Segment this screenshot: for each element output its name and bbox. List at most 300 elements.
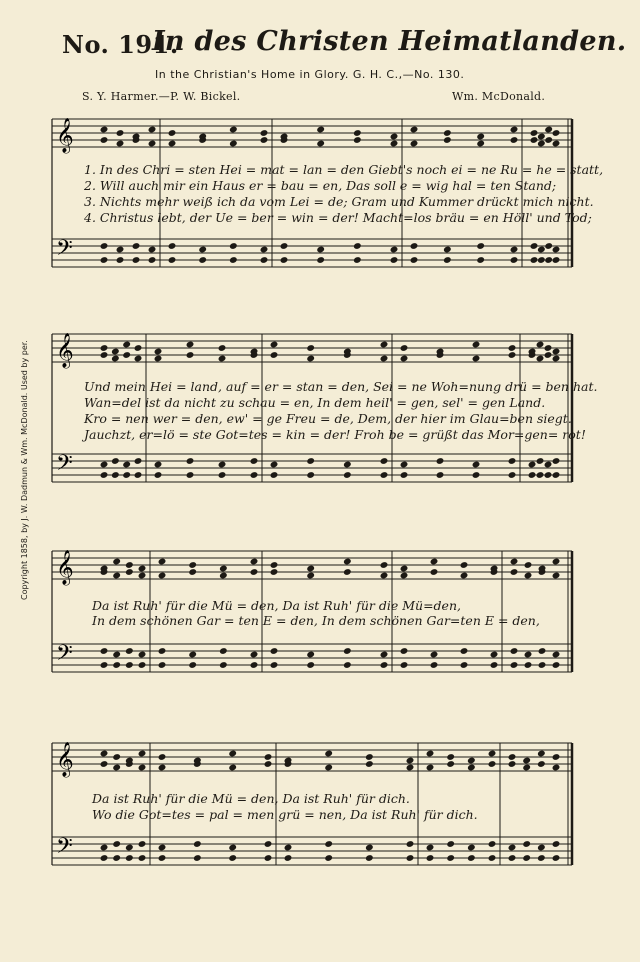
note-head xyxy=(380,355,389,363)
lyric-s2-v2: Wan=del ist da nicht zu schau = en, In dem heil' = gen, sel' = gen Land. xyxy=(84,395,546,410)
note-head xyxy=(111,471,120,479)
note-head xyxy=(460,647,469,655)
note-head xyxy=(138,661,147,669)
note-head xyxy=(436,471,445,479)
note-head xyxy=(365,760,374,768)
note-head xyxy=(250,651,259,659)
note-head xyxy=(116,246,125,254)
note-heads xyxy=(100,126,561,862)
note-head xyxy=(472,355,481,363)
note-head xyxy=(510,661,519,669)
treble-clef-icon: 𝄞 xyxy=(56,550,74,585)
note-head xyxy=(324,764,333,772)
note-head xyxy=(125,844,134,852)
note-head xyxy=(528,471,537,479)
note-head xyxy=(508,344,517,352)
note-head xyxy=(472,341,481,349)
note-head xyxy=(260,246,269,254)
note-head xyxy=(154,471,163,479)
note-head xyxy=(218,471,227,479)
note-head xyxy=(264,840,273,848)
note-head xyxy=(154,348,163,356)
note-head xyxy=(250,471,259,479)
note-head xyxy=(100,344,109,352)
note-head xyxy=(552,854,561,862)
note-head xyxy=(125,661,134,669)
note-head xyxy=(552,558,561,566)
note-head xyxy=(138,854,147,862)
note-head xyxy=(400,355,409,363)
note-head xyxy=(537,133,546,141)
note-head xyxy=(544,461,553,469)
note-head xyxy=(443,136,452,144)
note-head xyxy=(306,344,315,352)
note-head xyxy=(284,844,293,852)
note-head xyxy=(446,753,455,761)
note-head xyxy=(158,753,167,761)
note-head xyxy=(400,572,409,580)
note-head xyxy=(112,651,121,659)
note-head xyxy=(112,753,121,761)
note-head xyxy=(488,840,497,848)
note-head xyxy=(112,558,121,566)
words-credit: S. Y. Harmer.—P. W. Bickel. xyxy=(82,90,241,103)
note-head xyxy=(280,242,289,250)
note-head xyxy=(306,651,315,659)
note-head xyxy=(552,651,561,659)
note-head xyxy=(508,844,517,852)
note-head xyxy=(522,840,531,848)
note-head xyxy=(188,651,197,659)
note-head xyxy=(125,561,134,569)
note-head xyxy=(343,568,352,576)
note-head xyxy=(536,341,545,349)
note-head xyxy=(537,256,546,264)
note-head xyxy=(198,246,207,254)
note-head xyxy=(488,750,497,758)
note-head xyxy=(125,854,134,862)
note-head xyxy=(116,129,125,137)
treble-clef-icon: 𝄞 xyxy=(56,333,74,368)
note-head xyxy=(138,565,147,573)
note-head xyxy=(552,840,561,848)
note-head xyxy=(406,840,415,848)
note-head xyxy=(365,844,374,852)
note-head xyxy=(400,565,409,573)
note-head xyxy=(270,351,279,359)
note-head xyxy=(188,568,197,576)
note-head xyxy=(400,461,409,469)
note-head xyxy=(138,750,147,758)
note-head xyxy=(260,136,269,144)
note-head xyxy=(544,242,553,250)
note-head xyxy=(193,854,202,862)
note-head xyxy=(168,129,177,137)
note-head xyxy=(270,461,279,469)
note-head xyxy=(426,750,435,758)
note-head xyxy=(324,854,333,862)
note-head xyxy=(488,854,497,862)
note-head xyxy=(219,661,228,669)
note-head xyxy=(228,854,237,862)
note-head xyxy=(228,844,237,852)
hymn-title: In des Christen Heimatlanden. xyxy=(152,26,627,57)
note-head xyxy=(132,256,141,264)
lyric-s1-v4: 4. Christus lebt, der Ue = ber = win = der! Macht=los bräu = en Höll' und Tod; xyxy=(84,210,592,225)
note-head xyxy=(158,558,167,566)
note-head xyxy=(508,471,517,479)
note-head xyxy=(380,561,389,569)
note-head xyxy=(508,854,517,862)
note-head xyxy=(530,129,539,137)
note-head xyxy=(430,651,439,659)
lyric-s4-l2: Wo die Got=tes = pal = men grü = nen, Da ist Ruh' für dich. xyxy=(92,807,478,822)
note-head xyxy=(476,133,485,141)
note-head xyxy=(552,661,561,669)
note-head xyxy=(270,341,279,349)
note-head xyxy=(218,461,227,469)
note-head xyxy=(380,457,389,465)
note-head xyxy=(125,568,134,576)
note-head xyxy=(250,568,259,576)
note-head xyxy=(134,344,143,352)
note-head xyxy=(280,256,289,264)
note-head xyxy=(552,140,561,148)
note-head xyxy=(168,242,177,250)
note-head xyxy=(270,647,279,655)
note-head xyxy=(111,348,120,356)
note-head xyxy=(537,760,546,768)
note-head xyxy=(552,348,561,356)
english-subtitle: In the Christian's Home in Glory. G. H. C.,—No. 130. xyxy=(155,68,465,81)
note-head xyxy=(400,647,409,655)
note-head xyxy=(426,764,435,772)
note-head xyxy=(552,355,561,363)
note-head xyxy=(148,256,157,264)
note-head xyxy=(410,242,419,250)
note-head xyxy=(270,661,279,669)
note-head xyxy=(552,753,561,761)
note-head xyxy=(510,246,519,254)
lyric-s1-v1: 1. In des Chri = sten Hei = mat = lan = den Giebt's noch ei = ne Ru = he = statt, xyxy=(84,162,604,177)
note-head xyxy=(158,854,167,862)
note-head xyxy=(406,854,415,862)
note-head xyxy=(138,572,147,580)
note-head xyxy=(343,558,352,566)
note-head xyxy=(536,355,545,363)
note-head xyxy=(229,242,238,250)
note-head xyxy=(510,558,519,566)
note-head xyxy=(250,457,259,465)
note-head xyxy=(467,764,476,772)
note-head xyxy=(552,129,561,137)
note-head xyxy=(467,854,476,862)
note-head xyxy=(100,351,109,359)
note-head xyxy=(446,760,455,768)
note-head xyxy=(316,246,325,254)
note-head xyxy=(100,854,109,862)
note-head xyxy=(544,126,553,134)
note-head xyxy=(306,471,315,479)
lyric-s2-v4: Jauchzt, er=lö = ste Got=tes = kin = der! Froh be = grüßt das Mor=gen= rot! xyxy=(84,427,586,442)
note-head xyxy=(530,242,539,250)
note-head xyxy=(380,341,389,349)
note-head xyxy=(530,136,539,144)
note-head xyxy=(522,764,531,772)
note-head xyxy=(353,129,362,137)
note-head xyxy=(530,256,539,264)
note-head xyxy=(132,242,141,250)
note-head xyxy=(229,140,238,148)
note-head xyxy=(111,457,120,465)
note-head xyxy=(316,140,325,148)
note-head xyxy=(112,840,121,848)
note-head xyxy=(306,457,315,465)
note-head xyxy=(316,256,325,264)
note-head xyxy=(426,854,435,862)
note-head xyxy=(158,572,167,580)
note-head xyxy=(528,461,537,469)
note-head xyxy=(508,351,517,359)
music-credit: Wm. McDonald. xyxy=(452,90,546,103)
note-head xyxy=(537,750,546,758)
note-head xyxy=(134,355,143,363)
note-head xyxy=(488,760,497,768)
note-head xyxy=(343,461,352,469)
note-head xyxy=(544,471,553,479)
note-head xyxy=(116,256,125,264)
note-head xyxy=(112,854,121,862)
note-head xyxy=(158,647,167,655)
note-head xyxy=(100,760,109,768)
note-head xyxy=(154,355,163,363)
note-head xyxy=(306,355,315,363)
note-head xyxy=(430,661,439,669)
note-head xyxy=(490,651,499,659)
note-head xyxy=(510,256,519,264)
note-head xyxy=(284,854,293,862)
note-head xyxy=(168,256,177,264)
note-head xyxy=(100,126,109,134)
lyric-s3-l1: Da ist Ruh' für die Mü = den, Da ist Ruh' für die Mü=den, xyxy=(92,598,461,613)
note-head xyxy=(544,351,553,359)
note-head xyxy=(510,647,519,655)
note-head xyxy=(270,561,279,569)
note-head xyxy=(365,753,374,761)
note-head xyxy=(522,757,531,765)
lyric-s3-l2: In dem schönen Gar = ten E = den, In dem schönen Gar=ten E = den, xyxy=(92,613,540,628)
note-head xyxy=(186,471,195,479)
note-head xyxy=(138,764,147,772)
note-head xyxy=(264,753,273,761)
note-head xyxy=(264,854,273,862)
treble-clef-icon: 𝄞 xyxy=(56,742,74,777)
note-head xyxy=(443,129,452,137)
note-head xyxy=(219,565,228,573)
note-head xyxy=(552,572,561,580)
note-head xyxy=(186,351,195,359)
note-head xyxy=(430,558,439,566)
note-head xyxy=(122,351,131,359)
note-head xyxy=(410,126,419,134)
note-head xyxy=(186,341,195,349)
note-head xyxy=(158,844,167,852)
note-head xyxy=(112,764,121,772)
note-head xyxy=(229,256,238,264)
note-head xyxy=(524,572,533,580)
note-head xyxy=(537,140,546,148)
note-head xyxy=(158,764,167,772)
note-head xyxy=(193,840,202,848)
note-head xyxy=(188,561,197,569)
note-head xyxy=(353,242,362,250)
note-head xyxy=(100,750,109,758)
note-head xyxy=(228,764,237,772)
note-head xyxy=(229,126,238,134)
note-head xyxy=(524,561,533,569)
note-head xyxy=(524,651,533,659)
note-head xyxy=(158,661,167,669)
note-head xyxy=(390,246,399,254)
note-head xyxy=(476,242,485,250)
note-head xyxy=(219,647,228,655)
note-head xyxy=(343,647,352,655)
note-head xyxy=(510,126,519,134)
note-head xyxy=(380,651,389,659)
note-head xyxy=(218,355,227,363)
lyric-s4-l1: Da ist Ruh' für die Mü = den, Da ist Ruh' für dich. xyxy=(92,791,410,806)
note-head xyxy=(524,661,533,669)
bass-clef-icon: 𝄢 xyxy=(56,834,73,864)
note-head xyxy=(538,661,547,669)
note-head xyxy=(446,854,455,862)
note-head xyxy=(552,457,561,465)
bass-clef-icon: 𝄢 xyxy=(56,451,73,481)
note-head xyxy=(198,256,207,264)
note-head xyxy=(353,136,362,144)
note-head xyxy=(400,471,409,479)
note-head xyxy=(536,471,545,479)
note-head xyxy=(544,344,553,352)
note-head xyxy=(552,256,561,264)
note-head xyxy=(100,461,109,469)
note-head xyxy=(270,568,279,576)
note-head xyxy=(116,140,125,148)
note-head xyxy=(306,572,315,580)
copyright-note: Copyright 1858, by J. W. Dadmun & Wm. McDonald. Used by per. xyxy=(20,340,29,600)
note-head xyxy=(436,457,445,465)
note-head xyxy=(536,457,545,465)
note-head xyxy=(510,568,519,576)
note-head xyxy=(460,561,469,569)
note-head xyxy=(148,140,157,148)
note-head xyxy=(112,661,121,669)
note-head xyxy=(537,844,546,852)
note-head xyxy=(410,140,419,148)
note-head xyxy=(460,572,469,580)
note-head xyxy=(324,750,333,758)
note-head xyxy=(390,140,399,148)
note-head xyxy=(306,661,315,669)
note-head xyxy=(390,133,399,141)
note-head xyxy=(467,844,476,852)
note-head xyxy=(111,355,120,363)
note-head xyxy=(552,246,561,254)
note-head xyxy=(410,256,419,264)
note-head xyxy=(154,461,163,469)
note-head xyxy=(343,471,352,479)
note-head xyxy=(537,854,546,862)
note-head xyxy=(380,471,389,479)
note-head xyxy=(552,471,561,479)
note-head xyxy=(544,256,553,264)
note-head xyxy=(134,457,143,465)
note-head xyxy=(537,246,546,254)
note-head xyxy=(112,572,121,580)
note-head xyxy=(406,764,415,772)
note-head xyxy=(100,647,109,655)
note-head xyxy=(443,246,452,254)
note-head xyxy=(100,136,109,144)
note-head xyxy=(476,256,485,264)
lyric-s1-v2: 2. Will auch mir ein Haus er = bau = en, Das soll e = wig hal = ten Stand; xyxy=(84,178,557,193)
note-head xyxy=(446,840,455,848)
note-head xyxy=(125,647,134,655)
note-head xyxy=(460,661,469,669)
note-head xyxy=(430,568,439,576)
note-head xyxy=(306,565,315,573)
note-head xyxy=(218,344,227,352)
note-head xyxy=(122,341,131,349)
note-head xyxy=(343,661,352,669)
bass-clef-icon: 𝄢 xyxy=(56,236,73,266)
note-head xyxy=(100,471,109,479)
note-head xyxy=(538,647,547,655)
note-head xyxy=(508,753,517,761)
note-head xyxy=(426,844,435,852)
note-head xyxy=(260,129,269,137)
note-head xyxy=(138,840,147,848)
note-head xyxy=(324,840,333,848)
note-head xyxy=(353,256,362,264)
note-head xyxy=(490,661,499,669)
note-head xyxy=(100,256,109,264)
lyric-s1-v3: 3. Nichts mehr weiß ich da vom Lei = de; Gram und Kummer drückt mich nicht. xyxy=(84,194,594,209)
note-head xyxy=(472,461,481,469)
note-head xyxy=(510,136,519,144)
note-head xyxy=(406,757,415,765)
note-head xyxy=(552,764,561,772)
note-head xyxy=(188,661,197,669)
note-head xyxy=(219,572,228,580)
lyric-s2-v1: Und mein Hei = land, auf = er = stan = den, Sei = ne Woh=nung drü = ben hat. xyxy=(84,379,598,394)
hymn-number: No. 191. xyxy=(62,30,179,59)
bass-clef-icon: 𝄢 xyxy=(56,641,73,671)
note-head xyxy=(228,750,237,758)
note-head xyxy=(400,661,409,669)
note-head xyxy=(264,760,273,768)
note-head xyxy=(443,256,452,264)
note-head xyxy=(476,140,485,148)
note-head xyxy=(100,661,109,669)
note-head xyxy=(122,461,131,469)
note-head xyxy=(390,256,399,264)
note-head xyxy=(316,126,325,134)
note-head xyxy=(122,471,131,479)
note-head xyxy=(100,844,109,852)
note-head xyxy=(260,256,269,264)
note-head xyxy=(148,246,157,254)
